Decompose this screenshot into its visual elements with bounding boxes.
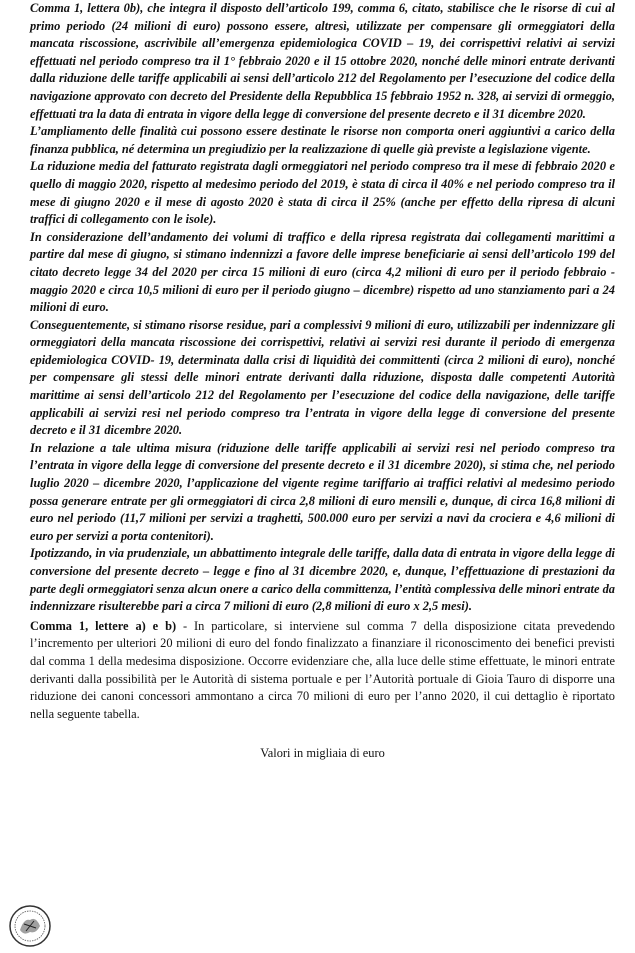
paragraph-comma1-lettere-ab [30,618,615,724]
paragraph-ampliamento: L’ampliamento delle finalità cui possono essere destinate le risorse non comporta oneri aggiuntivi a carico della finanza pubblica, né determina un pregiudizio per la realizzazione di quelle già previste a legislazione vigente. [30,124,615,156]
table-caption: Valori in migliaia di euro [260,746,385,761]
paragraph-ipotizzando: Ipotizzando, in via prudenziale, un abbattimento integrale delle tariffe, dalla data di entrata in vigore della legge di conversione del presente decreto – legge e fino al 31 dicembre 2020, e, dunque, l’effettuazione di prestazioni da parte degli ormeggiatori senza alcun onere a carico della committenza, l’entità complessiva delle minori entrate da indennizzare risulterebbe pari a circa 7 milioni di euro (2,8 milioni di euro x 2,5 mesi). [30,546,615,614]
paragraph-comma1-lettera0b: Comma 1, lettera 0b), che integra il disposto dell’articolo 199, comma 6, citato, stabilisce che le risorse di cui al primo periodo (24 milioni di euro) possono essere, altresì, utilizzate per compensare gli ormeggiatori della mancata riscossione, ascrivibile all’emergenza epidemiologica COVID – 19, dei corrispettivi relativi ai servizi effettuati nel periodo compreso tra il 1° febbraio 2020 e il 15 ottobre 2020, nonché delle minori entrate derivanti dalla riduzione delle tariffe applicabili ai sensi dell’articolo 212 del Regolamento per l’esecuzione del codice della navigazione approvato con decreto del Presidente della Repubblica 15 febbraio 1952 n. 328, ai servizi di ormeggio, effettuati tra la data di entrata in vigore della legge di conversione del presente decreto e il 31 dicembre 2020. [30,1,615,121]
paragraph-relazione: In relazione a tale ultima misura (riduzione delle tariffe applicabili ai servizi resi nel periodo compreso tra l’entrata in vigore della legge di conversione del presente decreto e il 31 dicembre 2020), si stima che, nel periodo luglio 2020 – dicembre 2020, l’applicazione del vigente regime tariffario ai traffici relativi al medesimo periodo possa generare entrate per gli ormeggiatori di circa 2,8 milioni di euro mensili e, dunque, di circa 16,8 milioni di euro nel periodo (11,7 milioni per servizi a traghetti, 500.000 euro per servizi a navi da crociera e 4,6 milioni di euro per servizi a porta contenitori). [30,440,615,543]
paragraph-considerazione: In considerazione dell’andamento dei volumi di traffico e della ripresa registrata dai collegamenti marittimi a partire dal mese di giugno, si stimano indennizzi a favore delle imprese beneficiarie ai sensi dell’articolo 199 del citato decreto legge 34 del 2020 per circa 15 milioni di euro (circa 4,2 milioni di euro per il periodo febbraio - maggio 2020 e circa 10,5 milioni di euro per il periodo giugno – dicembre) rispetto ad uno stanziamento pari a 24 milioni di euro. [30,229,615,315]
paragraph-lead: Comma 1, lettere a) e b) [30,618,177,633]
paragraph-conseguentemente: Conseguentemente, si stimano risorse residue, pari a complessivi 9 milioni di euro, utilizzabili per indennizzare gli ormeggiatori della mancata riscossione dei corrispettivi, relativi ai servizi resi durante il periodo di emergenza epidemiologica COVID- 19, determinata dalla crisi di liquidità dei committenti (circa 2 milioni di euro), nonché per compensare gli stessi delle minori entrate derivanti dalla riduzione, disposta dalle competenti Autorità marittime ai sensi dell’articolo 212 del Regolamento per l’esecuzione del codice della navigazione, delle tariffe applicabili ai servizi resi nel periodo compreso tra l’entrata in vigore della legge di conversione del presente decreto e il 31 dicembre 2020. [30,317,615,438]
ministry-seal-icon [8,904,52,948]
paragraph-body: - In particolare, si interviene sul comma 7 della disposizione citata prevedendo l’incremento per ulteriori 20 milioni di euro del fondo finalizzato a finanziare il riconoscimento dei benefici previsti dal comma 1 della medesima disposizione. Occorre evidenziare che, alla luce delle stime effettuate, le minori entrate derivanti dalla possibilità per le Autorità di sistema portuale e per l’Autorità portuale di Gioia Tauro di disporre una riduzione dei canoni concessori ammontano a circa 70 milioni di euro per l’anno 2020, il cui dettaglio è riportato nella seguente tabella. [30,618,615,721]
paragraph-riduzione-media: La riduzione media del fatturato registrata dagli ormeggiatori nel periodo compreso tra il mese di febbraio 2020 e quello di maggio 2020, rispetto al medesimo periodo del 2019, è stata di circa il 40% e nel periodo compreso tra il mese di giugno 2020 e il mese di agosto 2020 è stata di circa il 25% (anche per effetto della ripresa di alcuni traffici di collegamento con le isole). [30,159,615,227]
document-page [30,0,615,763]
